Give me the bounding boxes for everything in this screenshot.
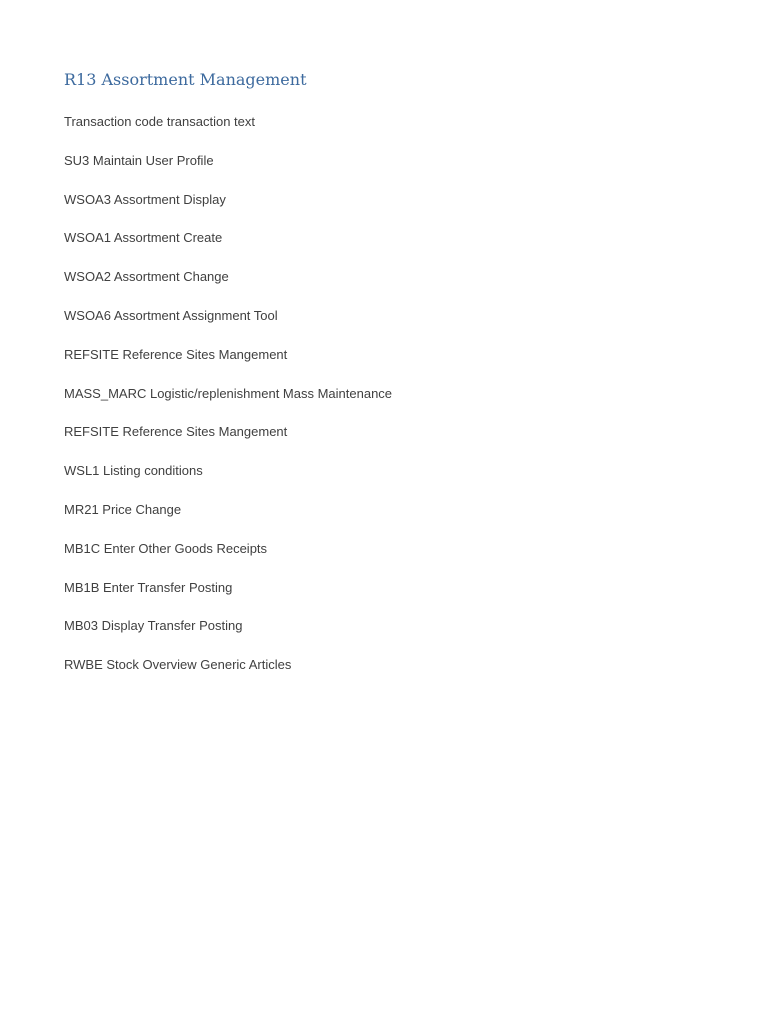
list-item: MR21 Price Change [64,501,182,517]
list-item: REFSITE Reference Sites Mangement [64,424,288,440]
document-title: R13 Assortment Management [64,70,307,89]
list-item: MB1B Enter Transfer Posting [64,579,233,595]
list-item: WSOA2 Assortment Change [64,269,229,285]
list-item: SU3 Maintain User Profile [64,152,214,168]
list-item: Transaction code transaction text [64,114,256,129]
list-item: WSOA3 Assortment Display [64,191,226,207]
list-item: MASS_MARC Logistic/replenishment Mass Maintenance [64,385,393,401]
list-item: WSL1 Listing conditions [64,463,203,479]
list-item: RWBE Stock Overview Generic Articles [64,657,292,673]
list-item: WSOA1 Assortment Create [64,230,223,246]
list-item: MB03 Display Transfer Posting [64,618,243,634]
list-item: REFSITE Reference Sites Mangement [64,346,288,362]
list-item: WSOA6 Assortment Assignment Tool [64,307,278,323]
transaction-list [64,112,392,694]
list-item: MB1C Enter Other Goods Receipts [64,540,268,556]
